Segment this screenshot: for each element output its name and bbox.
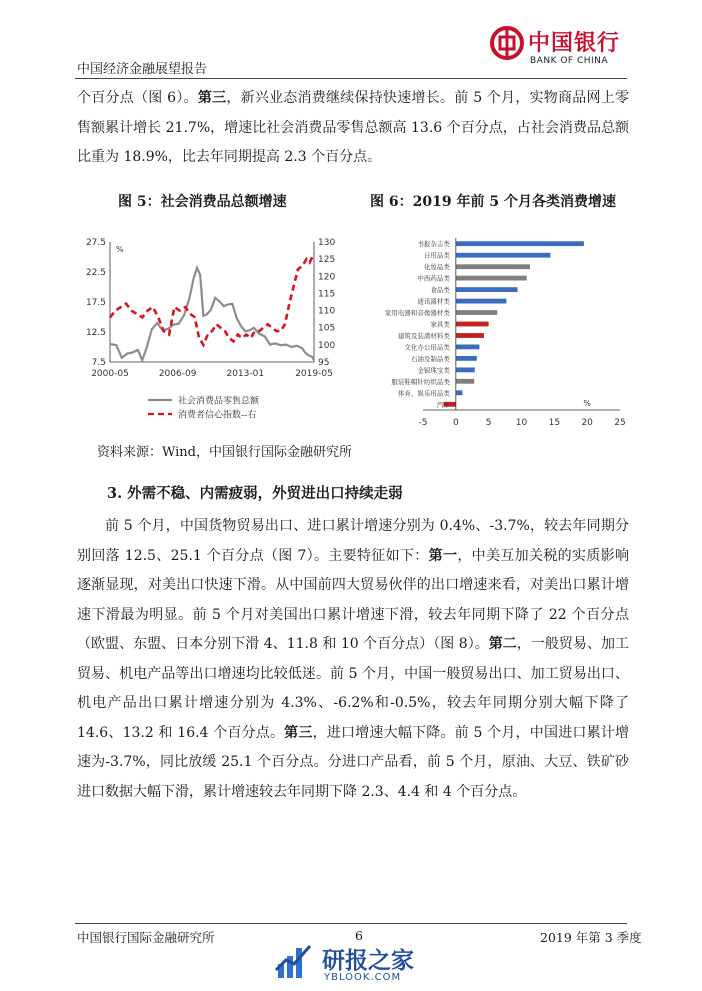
fig6-x-tick-label: 10 <box>515 418 528 428</box>
fig6-bar <box>456 322 489 327</box>
fig5-left-tick-label: 7.5 <box>91 358 106 368</box>
fig6-unit-label: % <box>583 399 591 408</box>
fig5-left-tick-label: 12.5 <box>85 328 106 338</box>
fig5-right-tick-label: 130 <box>318 238 336 248</box>
fig6-bar <box>456 299 507 304</box>
logo-chinese-text: 中国银行 <box>528 30 621 56</box>
fig6-category-label: 金银珠宝类 <box>417 366 450 375</box>
fig6-bar <box>456 276 527 281</box>
fig6-category-label: 家具类 <box>430 320 450 329</box>
footer-divider <box>75 923 627 924</box>
fig6-category-label: 汽车 <box>436 400 450 409</box>
watermark-text: 研报之家 <box>322 948 414 974</box>
report-title: 中国经济金融展望报告 <box>77 62 208 77</box>
fig6-bar <box>456 310 497 315</box>
fig6-category-label: 书报杂志类 <box>417 240 450 249</box>
watermark-url: YBLOOK.COM <box>324 972 402 983</box>
section-3-heading: 3. 外需不稳、内需疲弱，外贸进出口持续走弱 <box>107 485 403 502</box>
bank-of-china-logo <box>490 22 630 72</box>
fig6-category-label: 体育、娱乐用品类 <box>397 389 450 398</box>
figure-6-title: 图 6：2019 年前 5 个月各类消费增速 <box>370 194 616 210</box>
fig6-bar <box>456 356 477 361</box>
paragraph-consumption: 个百分点（图 6）。第三，新兴业态消费继续保持快速增长。前 5 个月，实物商品网上零售额累计增长 21.7%，增速比社会消费品零售总额高 13.6 个百分点，占社会消费品总额比重为 18.9%，比去年同期提高 2.3 个百分点。 <box>77 90 630 165</box>
footer-quarter: 2019 年第 3 季度 <box>540 930 642 945</box>
figure-5-title: 图 5：社会消费品总额增速 <box>118 194 287 210</box>
fig5-series-retail-sales <box>110 268 314 360</box>
fig5-left-tick-label: 27.5 <box>85 238 106 248</box>
footer-institute: 中国银行国际金融研究所 <box>77 930 215 945</box>
boc-emblem-icon <box>490 26 524 60</box>
fig6-category-label: 化妆品类 <box>423 263 450 272</box>
fig6-category-label: 建筑及装潢材料类 <box>397 331 450 340</box>
fig6-bar <box>456 390 463 395</box>
watermark-logo-icon <box>272 940 316 982</box>
fig6-x-tick-label: 20 <box>581 418 593 428</box>
fig6-category-label: 通讯器材类 <box>417 297 450 306</box>
fig5-x-tick-label: 2006-09 <box>158 369 197 379</box>
figure-5-chart <box>78 230 348 430</box>
fig6-x-tick-label: 0 <box>452 418 459 428</box>
fig5-left-tick-label: 17.5 <box>85 298 106 308</box>
fig5-right-tick-label: 115 <box>318 289 336 300</box>
fig6-x-tick-label: 15 <box>548 418 561 428</box>
fig6-bar <box>456 333 484 338</box>
fig5-x-tick-label: 2013-01 <box>226 369 265 379</box>
fig6-category-label: 文化办公用品类 <box>404 343 450 352</box>
fig6-category-label: 石油及制品类 <box>410 354 450 363</box>
figure-source-note: 资料来源：Wind，中国银行国际金融研究所 <box>97 445 352 460</box>
fig6-bar <box>456 368 475 373</box>
figure-6-chart <box>345 230 635 430</box>
fig5-right-tick-label: 120 <box>318 272 336 283</box>
fig6-category-label: 食品类 <box>430 286 450 295</box>
logo-english-text: BANK OF CHINA <box>530 56 609 66</box>
fig6-bar <box>456 264 530 269</box>
fig5-x-tick-label: 2000-05 <box>91 369 129 379</box>
fig5-right-tick-label: 125 <box>318 255 336 266</box>
page-number: 6 <box>355 928 363 943</box>
fig6-category-label: 日用品类 <box>423 251 450 260</box>
fig5-right-tick-label: 95 <box>318 358 330 368</box>
fig5-series-consumer-confidence <box>110 256 313 345</box>
fig5-x-tick-label: 2019-05 <box>295 369 333 379</box>
fig6-bar <box>456 241 584 246</box>
fig6-x-tick-label: 5 <box>485 418 492 428</box>
paragraph-trade: 前 5 个月，中国货物贸易出口、进口累计增速分别为 0.4%、-3.7%，较去年同期分别回落 12.5、25.1 个百分点（图 7）。主要特征如下：第一，中美互加关税的实质影响逐渐显现，对美出口快速下滑。从中国前四大贸易伙伴的出口增速来看，对美出口累计增速下滑最为明显。前 5 个月对美国出口累计增速下滑，较去年同期下降了 22 个百分点（欧盟、东盟、日本分别下滑 4、11.8 和 10 个百分点）（图 8）。第二，一般贸易、加工贸易、机电产品等出口增速均比较低迷。前 5 个月，中国一般贸易出口、加工贸易出口、机电产品出口累计增速分别为 4.3%、-6.2%和-0.5%，较去年同期分别大幅下降了 14.6、13.2 和 16.4 个百分点。第三，进口增速大幅下降。前 5 个月，中国进口累计增速为-3.7%，同比放缓 25.1 个百分点。分进口产品看，前 5 个月，原油、大豆、铁矿砂进口数据大幅下滑，累计增速较去年同期下降 2.3、4.4 和 4 个百分点。 <box>77 518 629 800</box>
fig6-bar <box>456 253 551 258</box>
fig5-right-tick-label: 110 <box>318 306 336 317</box>
fig6-bar <box>456 379 474 384</box>
fig6-category-label: 中西药品类 <box>417 274 450 283</box>
header-divider <box>75 78 627 79</box>
fig5-legend-label: 消费者信心指数--右 <box>178 410 257 421</box>
fig6-category-label: 服装鞋帽针纺织品类 <box>391 377 450 386</box>
fig6-x-tick-label: -5 <box>418 418 428 428</box>
fig5-unit-label: % <box>116 245 124 254</box>
fig5-legend-label: 社会消费品零售总额 <box>178 396 260 407</box>
fig6-x-tick-label: 25 <box>614 418 626 428</box>
fig6-category-label: 家用电器和音像器材类 <box>384 309 450 318</box>
fig5-left-tick-label: 22.5 <box>85 268 106 278</box>
fig6-bar <box>456 287 518 292</box>
fig5-right-tick-label: 100 <box>318 340 336 351</box>
fig5-right-tick-label: 105 <box>318 323 336 334</box>
watermark <box>272 940 452 986</box>
fig6-bar <box>456 345 480 350</box>
